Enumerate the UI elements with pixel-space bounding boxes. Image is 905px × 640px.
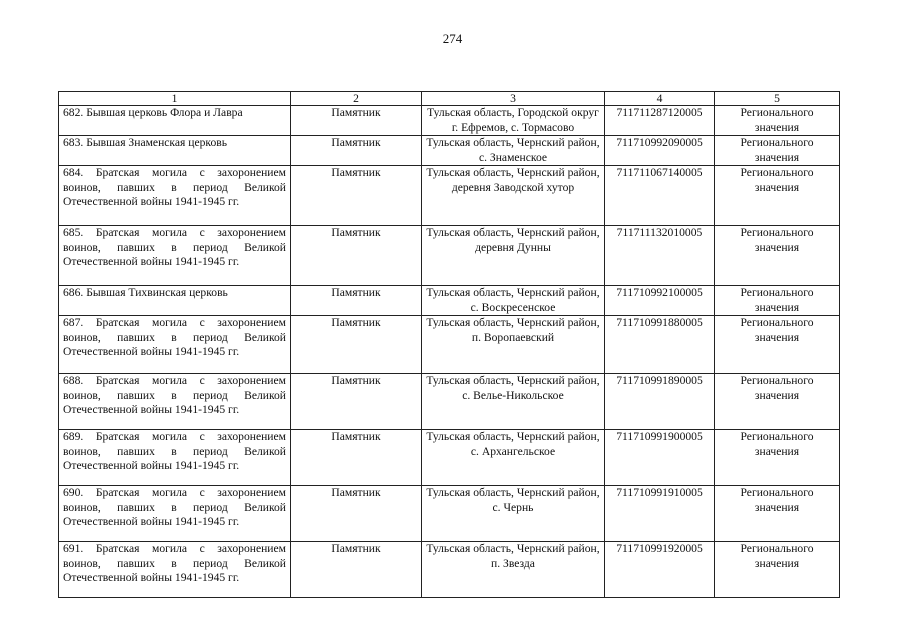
object-type-cell: Памятник: [291, 286, 422, 316]
object-name: Бывшая Тихвинская церковь: [86, 286, 228, 299]
object-name-cell: [59, 486, 291, 542]
table-row: [59, 136, 840, 166]
registry-code-cell: 711711287120005: [605, 106, 715, 136]
category-cell: Регионального значения: [715, 226, 840, 286]
object-name: Братская могила с захоронением воинов, павших в период Великой Отечественной войны 1941-1945 гг.: [63, 226, 286, 268]
category-cell: Регионального значения: [715, 430, 840, 486]
object-name: Бывшая Знаменская церковь: [86, 136, 228, 149]
object-type-cell: Памятник: [291, 486, 422, 542]
object-name-cell: [59, 316, 291, 374]
object-name-cell: [59, 542, 291, 598]
location-cell: Тульская область, Чернский район, с. Архангельское: [422, 430, 605, 486]
column-header-5: 5: [715, 92, 840, 106]
object-name-cell: [59, 430, 291, 486]
location-cell: Тульская область, Чернский район, деревня Дунны: [422, 226, 605, 286]
table-row: [59, 486, 840, 542]
header-row: [59, 92, 840, 106]
column-header-4: 4: [605, 92, 715, 106]
object-type-cell: Памятник: [291, 136, 422, 166]
location-cell: Тульская область, Чернский район, п. Звезда: [422, 542, 605, 598]
table-row: [59, 542, 840, 598]
row-number: 691.: [63, 542, 84, 555]
row-number: 686.: [63, 286, 84, 299]
location-cell: Тульская область, Чернский район, п. Воропаевский: [422, 316, 605, 374]
object-name: Братская могила с захоронением воинов, павших в период Великой Отечественной войны 1941-1945 гг.: [63, 166, 286, 208]
object-name: Братская могила с захоронением воинов, павших в период Великой Отечественной войны 1941-1945 гг.: [63, 374, 286, 416]
registry-code-cell: 711710991900005: [605, 430, 715, 486]
row-number: 682.: [63, 106, 84, 119]
object-name-cell: [59, 286, 291, 316]
registry-code-cell: 711711067140005: [605, 166, 715, 226]
registry-code-cell: 711711132010005: [605, 226, 715, 286]
category-cell: Регионального значения: [715, 486, 840, 542]
row-number: 688.: [63, 374, 84, 387]
location-cell: Тульская область, Чернский район, с. Велье-Никольское: [422, 374, 605, 430]
table-row: [59, 430, 840, 486]
column-header-2: 2: [291, 92, 422, 106]
object-name: Братская могила с захоронением воинов, павших в период Великой Отечественной войны 1941-1945 гг.: [63, 486, 286, 528]
location-cell: Тульская область, Чернский район, с. Чернь: [422, 486, 605, 542]
category-cell: Регионального значения: [715, 316, 840, 374]
table-row: [59, 106, 840, 136]
object-type-cell: Памятник: [291, 166, 422, 226]
object-name: Братская могила с захоронением воинов, павших в период Великой Отечественной войны 1941-1945 гг.: [63, 542, 286, 584]
column-header-3: 3: [422, 92, 605, 106]
object-name: Бывшая церковь Флора и Лавра: [86, 106, 243, 119]
object-type-cell: Памятник: [291, 226, 422, 286]
registry-code-cell: 711710992100005: [605, 286, 715, 316]
location-cell: Тульская область, Чернский район, с. Воскресенское: [422, 286, 605, 316]
location-cell: Тульская область, Чернский район, деревня Заводской хутор: [422, 166, 605, 226]
object-type-cell: Памятник: [291, 106, 422, 136]
object-name-cell: [59, 374, 291, 430]
row-number: 683.: [63, 136, 84, 149]
object-name-cell: [59, 166, 291, 226]
registry-code-cell: 711710992090005: [605, 136, 715, 166]
registry-code-cell: 711710991880005: [605, 316, 715, 374]
page-number: 274: [442, 31, 463, 46]
row-number: 684.: [63, 166, 84, 179]
table-row: [59, 226, 840, 286]
category-cell: Регионального значения: [715, 542, 840, 598]
table-row: [59, 316, 840, 374]
object-name-cell: [59, 136, 291, 166]
category-cell: Регионального значения: [715, 166, 840, 226]
registry-code-cell: 711710991890005: [605, 374, 715, 430]
location-cell: Тульская область, Чернский район, с. Знаменское: [422, 136, 605, 166]
heritage-registry-table: [58, 91, 840, 598]
object-name-cell: [59, 106, 291, 136]
object-name-cell: [59, 226, 291, 286]
object-name: Братская могила с захоронением воинов, павших в период Великой Отечественной войны 1941-1945 гг.: [63, 430, 286, 472]
registry-code-cell: 711710991910005: [605, 486, 715, 542]
object-name: Братская могила с захоронением воинов, павших в период Великой Отечественной войны 1941-1945 гг.: [63, 316, 286, 358]
object-type-cell: Памятник: [291, 542, 422, 598]
object-type-cell: Памятник: [291, 430, 422, 486]
row-number: 685.: [63, 226, 84, 239]
category-cell: Регионального значения: [715, 286, 840, 316]
row-number: 690.: [63, 486, 84, 499]
registry-code-cell: 711710991920005: [605, 542, 715, 598]
row-number: 689.: [63, 430, 84, 443]
object-type-cell: Памятник: [291, 316, 422, 374]
table-row: [59, 286, 840, 316]
column-header-1: 1: [59, 92, 291, 106]
object-type-cell: Памятник: [291, 374, 422, 430]
category-cell: Регионального значения: [715, 136, 840, 166]
category-cell: Регионального значения: [715, 374, 840, 430]
category-cell: Регионального значения: [715, 106, 840, 136]
table-row: [59, 374, 840, 430]
row-number: 687.: [63, 316, 84, 329]
table-row: [59, 166, 840, 226]
location-cell: Тульская область, Городской округ г. Ефремов, с. Тормасово: [422, 106, 605, 136]
